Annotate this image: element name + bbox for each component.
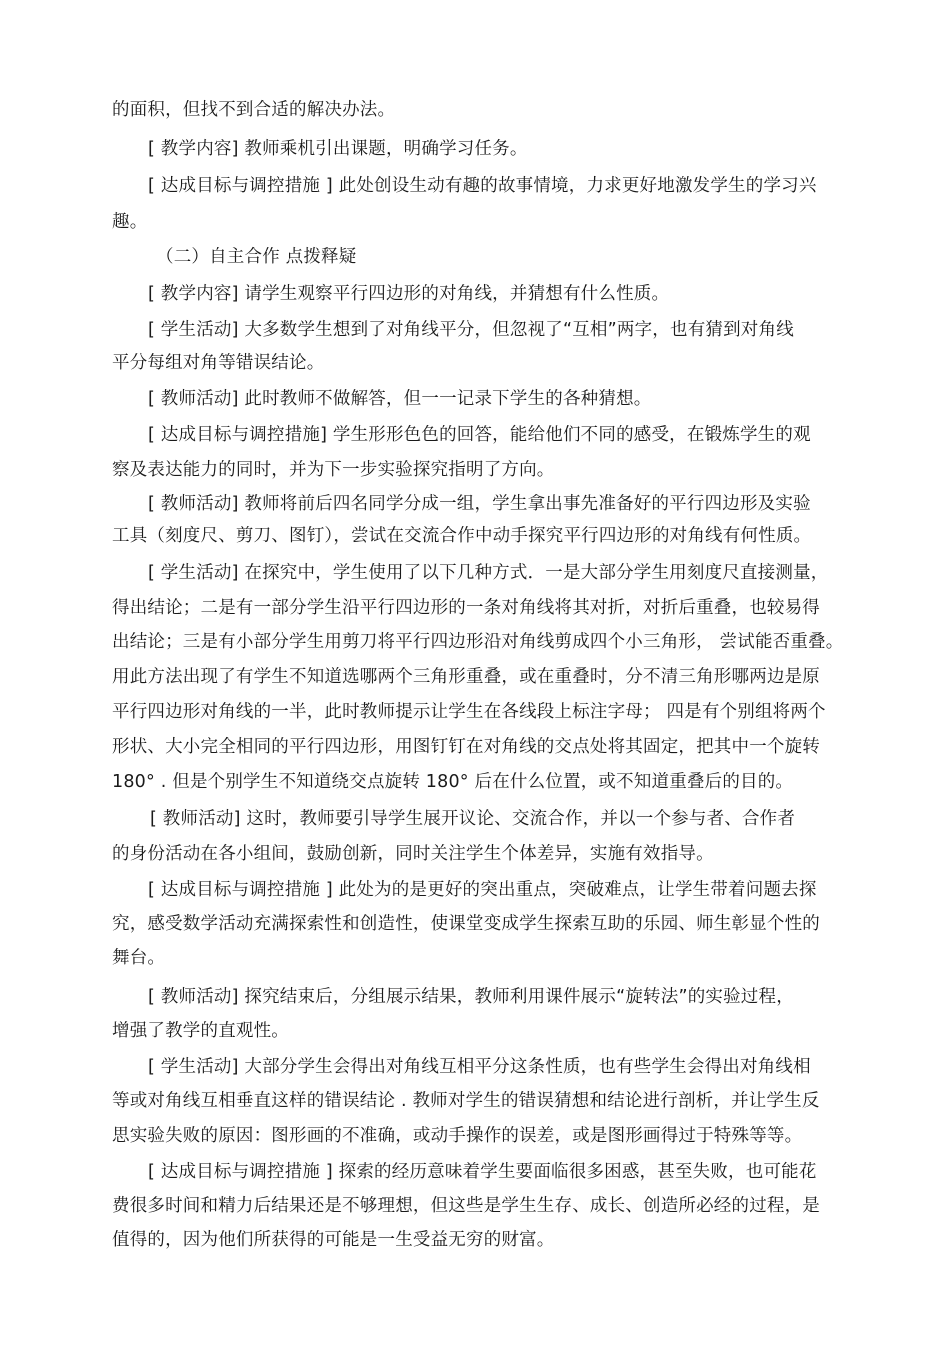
text-line: [ 教学内容] 请学生观察平行四边形的对角线，并猜想有什么性质。 [148,284,670,304]
text-line: 值得的，因为他们所获得的可能是一生受益无穷的财富。 [112,1230,555,1250]
text-line: 的面积，但找不到合适的解决办法。 [112,100,396,120]
text-line: [ 教师活动] 这时，教师要引导学生展开议论、交流合作，并以一个参与者、合作者 [150,809,796,829]
text-line: 察及表达能力的同时，并为下一步实验探究指明了方向。 [112,460,555,480]
text-line: [ 达成目标与调控措施 ] 此处为的是更好的突出重点，突破难点，让学生带着问题去探 [148,880,817,900]
text-line: 工具（刻度尺、剪刀、图钉），尝试在交流合作中动手探究平行四边形的对角线有何性质。 [112,526,812,546]
text-line: 180° . 但是个别学生不知道绕交点旋转 180° 后在什么位置，或不知道重叠后的目的。 [112,772,794,792]
text-line: [ 教师活动] 教师将前后四名同学分成一组，学生拿出事先准备好的平行四边形及实验 [148,494,811,514]
text-line: [ 教学内容] 教师乘机引出课题，明确学习任务。 [148,139,528,159]
text-line: 费很多时间和精力后结果还是不够理想，但这些是学生生存、成长、创造所必经的过程，是 [112,1196,820,1216]
text-line: [ 达成目标与调控措施] 学生形形色色的回答，能给他们不同的感受，在锻炼学生的观 [148,425,811,445]
text-line: 趣。 [112,212,148,232]
text-line: [ 学生活动] 在探究中，学生使用了以下几种方式．一是大部分学生用刻度尺直接测量， [148,563,829,583]
text-line: 出结论；三是有小部分学生用剪刀将平行四边形沿对角线剪成四个小三角形， 尝试能否重叠。 [112,632,844,652]
text-line: 思实验失败的原因：图形画的不准确，或动手操作的误差，或是图形画得过于特殊等等。 [112,1126,803,1146]
text-line: [ 教师活动] 探究结束后，分组展示结果，教师利用课件展示“旋转法”的实验过程， [148,987,794,1007]
text-line: [ 教师活动] 此时教师不做解答，但一一记录下学生的各种猜想。 [148,389,652,409]
text-line: [ 学生活动] 大多数学生想到了对角线平分，但忽视了“互相”两字，也有猜到对角线 [148,320,794,340]
text-line: [ 学生活动] 大部分学生会得出对角线互相平分这条性质，也有些学生会得出对角线相 [148,1057,811,1077]
section-heading: （二）自主合作 点拨释疑 [156,247,357,267]
text-line: [ 达成目标与调控措施 ] 探索的经历意味着学生要面临很多困惑，甚至失败，也可能花 [148,1162,817,1182]
text-line: 等或对角线互相垂直这样的错误结论 . 教师对学生的错误猜想和结论进行剖析，并让学生反 [112,1091,820,1111]
text-line: 究，感受数学活动充满探索性和创造性，使课堂变成学生探索互助的乐园、师生彰显个性的 [112,914,820,934]
text-line: 增强了教学的直观性。 [112,1021,289,1041]
text-line: 平行四边形对角线的一半，此时教师提示让学生在各线段上标注字母； 四是有个别组将两个 [112,702,826,722]
text-line: 形状、大小完全相同的平行四边形，用图钉钉在对角线的交点处将其固定，把其中一个旋转 [112,737,820,757]
text-line: 得出结论；二是有一部分学生沿平行四边形的一条对角线将其对折，对折后重叠，也较易得 [112,598,820,618]
text-line: [ 达成目标与调控措施 ] 此处创设生动有趣的故事情境，力求更好地激发学生的学习兴 [148,176,817,196]
text-line: 的身份活动在各小组间，鼓励创新，同时关注学生个体差异，实施有效指导。 [112,844,714,864]
text-line: 用此方法出现了有学生不知道选哪两个三角形重叠，或在重叠时，分不清三角形哪两边是原 [112,667,820,687]
text-line: 平分每组对角等错误结论。 [112,353,325,373]
text-line: 舞台。 [112,948,166,968]
